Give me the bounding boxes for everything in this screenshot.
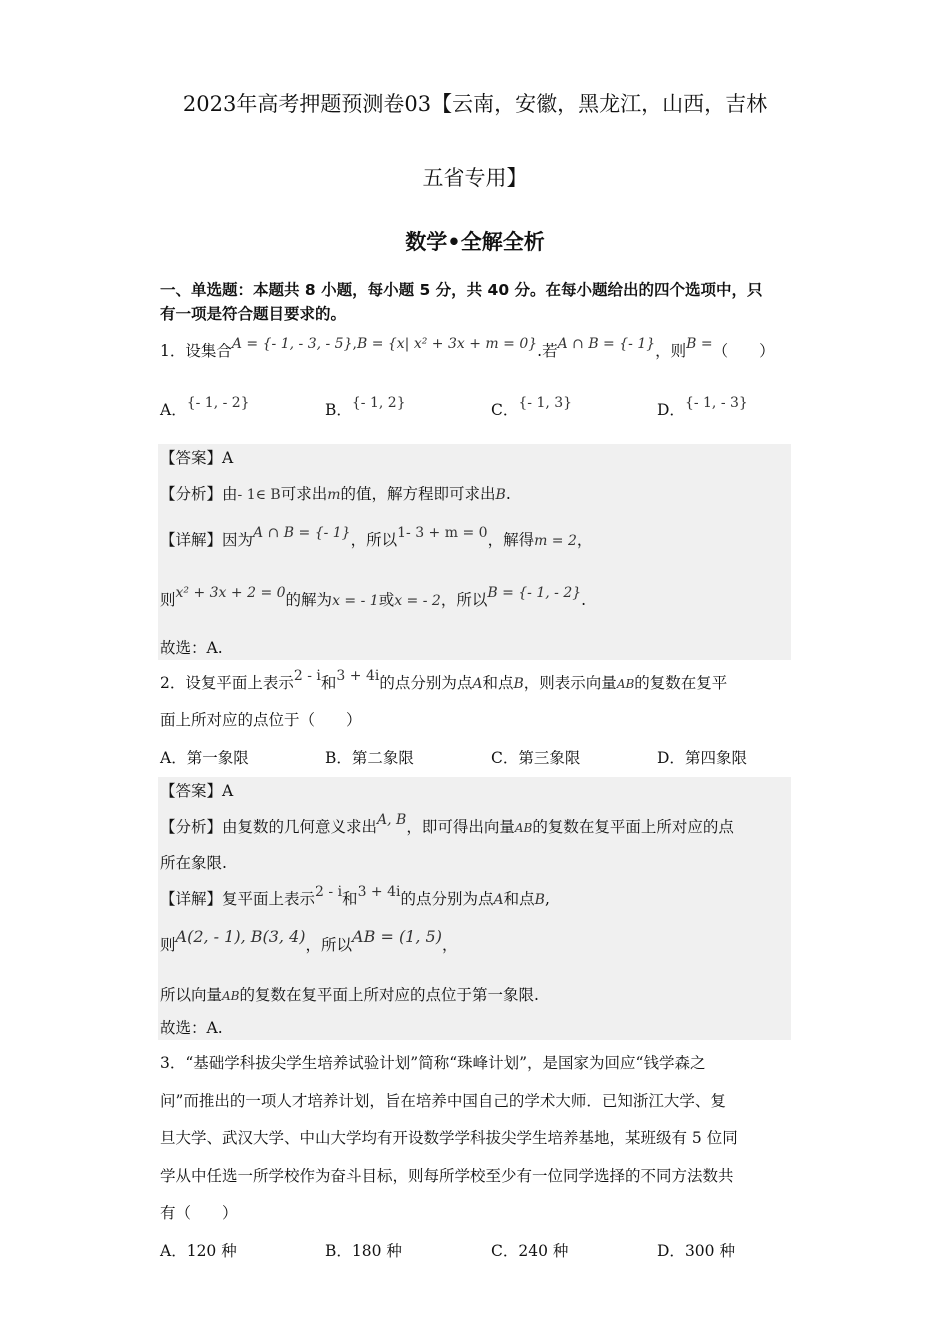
q1-choose: 故选：A. bbox=[160, 639, 223, 657]
q2-option-d: D．第四象限 bbox=[657, 749, 747, 767]
q1-option-a: A．{- 1, - 2} bbox=[160, 395, 250, 419]
q1-answer: 【答案】A bbox=[160, 449, 234, 467]
q2-stem-line2: 面上所对应的点位于（ ） bbox=[160, 711, 362, 729]
q1-prefix: 1．设集合 bbox=[160, 342, 232, 360]
q1-option-c: C．{- 1, 3} bbox=[491, 395, 573, 419]
q1-condition: A ∩ B = {- 1} bbox=[557, 336, 656, 352]
q2-option-a: A．第一象限 bbox=[160, 749, 249, 767]
q1-analysis: 【分析】由- 1∈ B可求出m的值，解方程即可求出B. bbox=[160, 485, 511, 503]
q1-set-a: A = {- 1, - 3, - 5} bbox=[231, 336, 353, 352]
q2-detail-then: 则A(2, - 1), B(3, 4)，所以AB = (1, 5)， bbox=[160, 927, 458, 954]
q2-detail: 【详解】复平面上表示2 - i和3 + 4i的点分别为点A和点B, bbox=[160, 884, 550, 908]
q3-stem-line2: 问”而推出的一项人才培养计划，旨在培养中国自己的学术大师．已知浙江大学、复 bbox=[160, 1092, 726, 1110]
q1-detail-then: 则x² + 3x + 2 = 0的解为x = - 1或x = - 2，所以B = {- 1, - 2}. bbox=[160, 585, 587, 609]
q1-if: .若 bbox=[537, 342, 558, 360]
q3-option-b: B．180 种 bbox=[325, 1242, 402, 1260]
q3-stem-line4: 学从中任选一所学校作为奋斗目标，则每所学校至少有一位同学选择的不同方法数共 bbox=[160, 1167, 734, 1185]
q2-conclusion: 所以向量AB的复数在复平面上所对应的点位于第一象限. bbox=[160, 986, 539, 1004]
q3-option-d: D．300 种 bbox=[657, 1242, 735, 1260]
q3-option-c: C．240 种 bbox=[491, 1242, 569, 1260]
q2-option-b: B．第二象限 bbox=[325, 749, 414, 767]
q1-stem bbox=[160, 336, 790, 362]
q1-detail: 【详解】因为A ∩ B = {- 1}，所以1- 3 + m = 0，解得m = 2， bbox=[160, 525, 593, 549]
q1-option-d: D．{- 1, - 3} bbox=[657, 395, 748, 419]
q1-option-b: B．{- 1, 2} bbox=[325, 395, 406, 419]
section-heading-line2: 有一项是符合题目要求的。 bbox=[160, 305, 347, 323]
q3-option-a: A．120 种 bbox=[160, 1242, 237, 1260]
q2-answer: 【答案】A bbox=[160, 782, 234, 800]
q3-stem-line3: 旦大学、武汉大学、中山大学均有开设数学学科拔尖学生培养基地，某班级有 5 位同 bbox=[160, 1129, 738, 1147]
q2-stem-line1: 2．设复平面上表示2 - i和3 + 4i的点分别为点A和点B，则表示向量AB的复数在复平 bbox=[160, 668, 728, 692]
q1-set-b: B = {x| x² + 3x + m = 0} bbox=[356, 336, 538, 352]
document-title-line1: 2023年高考押题预测卷03【云南，安徽，黑龙江，山西，吉林 bbox=[182, 92, 768, 116]
q1-comma: , bbox=[352, 336, 357, 352]
q3-stem-line1: 3．“基础学科拔尖学生培养试验计划”简称“珠峰计划”，是国家为回应“钱学森之 bbox=[160, 1054, 706, 1072]
section-heading-line1: 一、单选题：本题共 8 小题，每小题 5 分，共 40 分。在每小题给出的四个选项中，只 bbox=[160, 281, 763, 299]
document-subtitle: 数学•全解全析 bbox=[405, 230, 545, 254]
q2-analysis-line2: 所在象限. bbox=[160, 854, 227, 872]
q1-solution-block bbox=[158, 444, 791, 660]
q3-stem-line5: 有（ ） bbox=[160, 1204, 238, 1222]
q2-analysis: 【分析】由复数的几何意义求出A, B，即可得出向量AB的复数在复平面上所对应的点 bbox=[160, 812, 734, 836]
q1-target: B = bbox=[686, 336, 713, 352]
q1-then: ，则 bbox=[655, 342, 687, 360]
document-title-line2: 五省专用】 bbox=[422, 166, 528, 190]
q2-choose: 故选：A. bbox=[160, 1019, 223, 1037]
q1-paren: （ ） bbox=[712, 342, 775, 360]
q2-option-c: C．第三象限 bbox=[491, 749, 581, 767]
